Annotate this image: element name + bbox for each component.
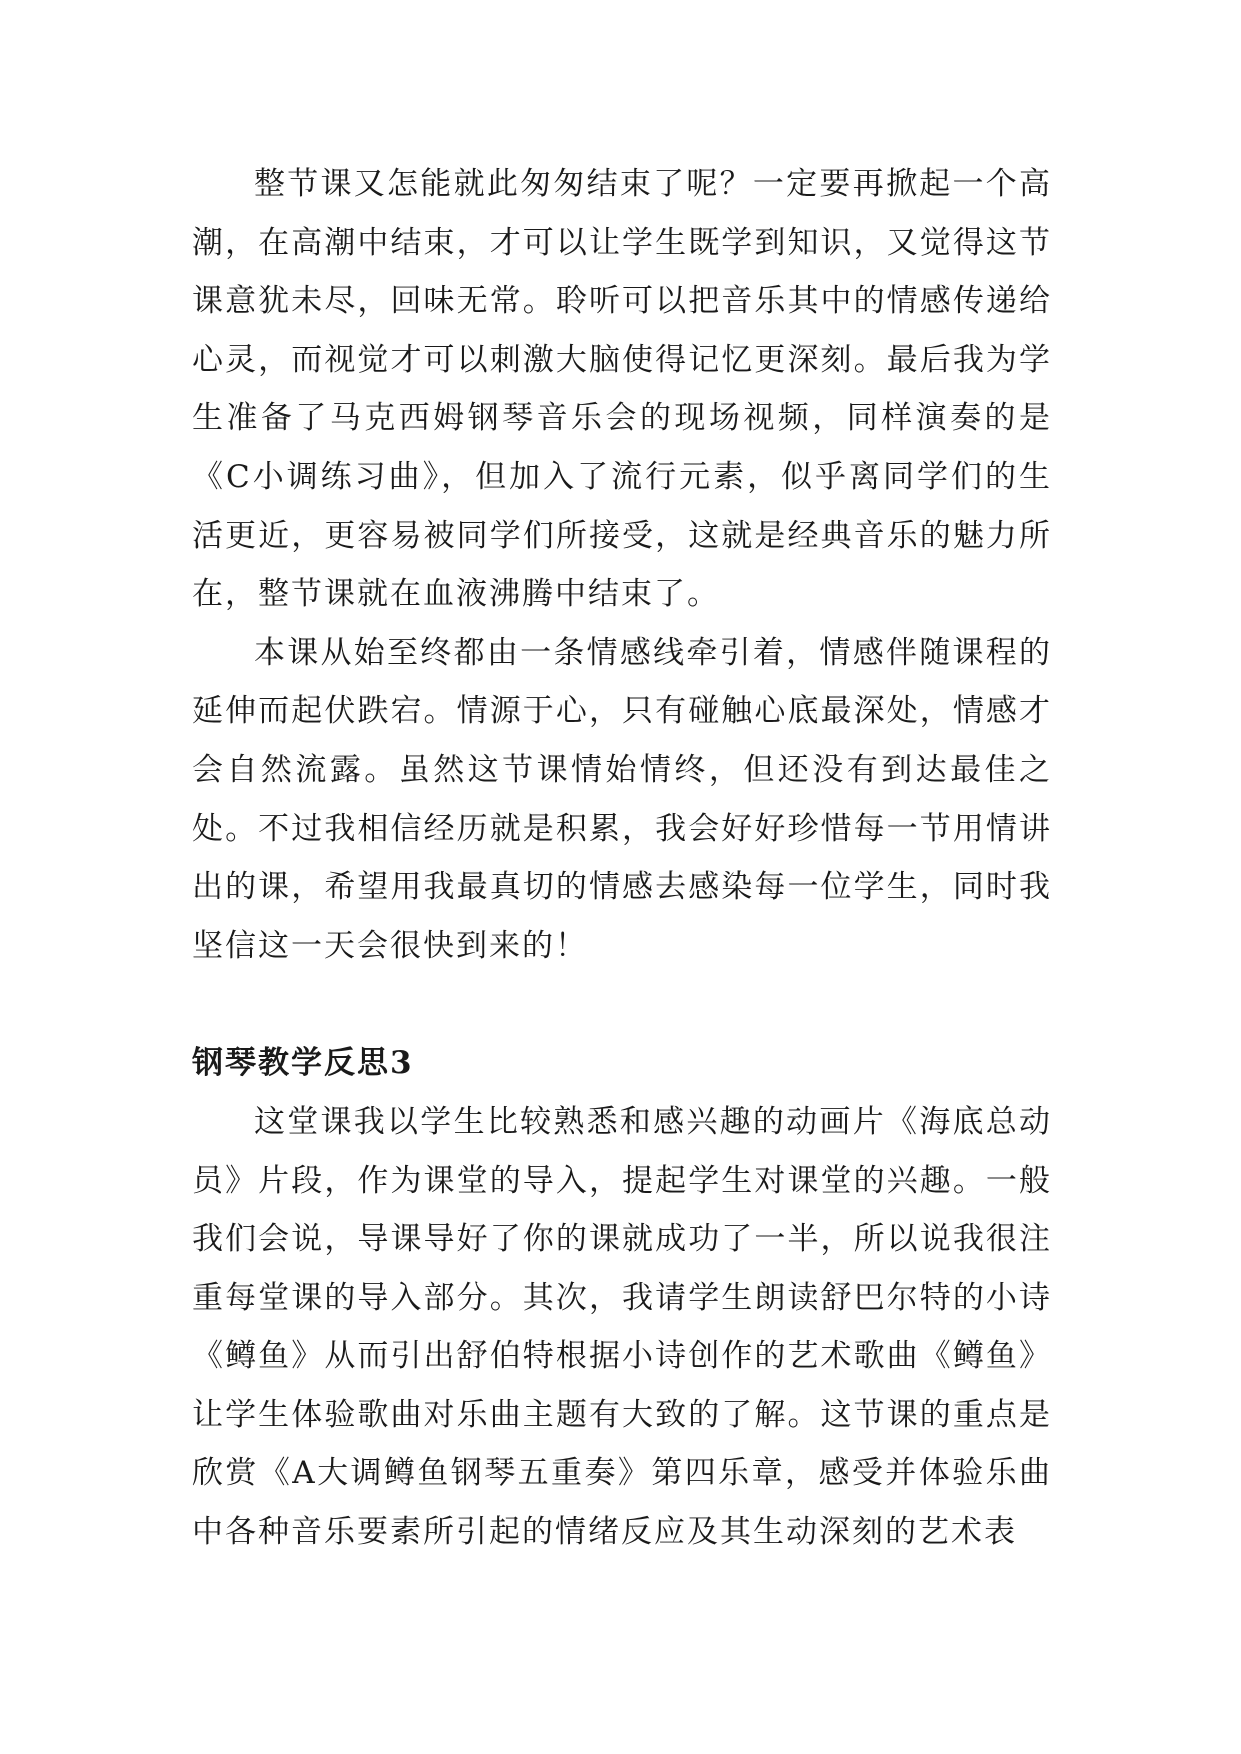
section-title: 钢琴教学反思3 xyxy=(192,1045,414,1082)
paragraph-ending-climax: 整节课又怎能就此匆匆结束了呢？一定要再掀起一个高潮，在高潮中结束，才可以让学生既学到知识，又觉得这节课意犹未尽，回味无常。聆听可以把音乐其中的情感传递给心灵，而视觉才可以刺激大脑使得记忆更深刻。最后我为学生准备了马克西姆钢琴音乐会的现场视频，同样演奏的是《C小调练习曲》，但加入了流行元素，似乎离同学们的生活更近，更容易被同学们所接受，这就是经典音乐的魅力所在，整节课就在血液沸腾中结束了。 xyxy=(192,166,1052,613)
paragraph-emotional-thread: 本课从始至终都由一条情感线牵引着，情感伴随课程的延伸而起伏跌宕。情源于心，只有碰触心底最深处，情感才会自然流露。虽然这节课情始情终，但还没有到达最佳之处。不过我相信经历就是积累，我会好好珍惜每一节用情讲出的课，希望用我最真切的情感去感染每一位学生，同时我坚信这一天会很快到来的！ xyxy=(192,634,1052,964)
paragraph-trout-lesson: 这堂课我以学生比较熟悉和感兴趣的动画片《海底总动员》片段，作为课堂的导入，提起学生对课堂的兴趣。一般我们会说，导课导好了你的课就成功了一半，所以说我很注重每堂课的导入部分。其次，我请学生朗读舒巴尔特的小诗《鳟鱼》从而引出舒伯特根据小诗创作的艺术歌曲《鳟鱼》让学生体验歌曲对乐曲主题有大致的了解。这节课的重点是欣赏《A大调鳟鱼钢琴五重奏》第四乐章，感受并体验乐曲中各种音乐要素所引起的情绪反应及其生动深刻的艺术表 xyxy=(192,1103,1052,1551)
document-body xyxy=(192,155,1052,1562)
